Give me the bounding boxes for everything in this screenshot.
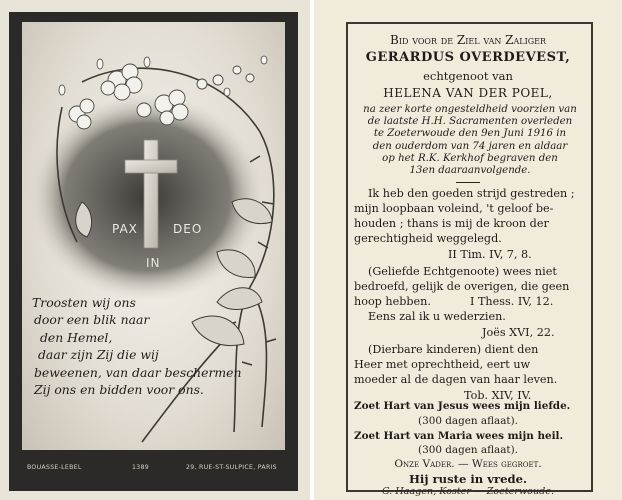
divider — [456, 182, 480, 183]
verse-line: door een blik naar — [34, 312, 150, 328]
deceased-name: GERARDUS OVERDEVEST, — [365, 50, 571, 65]
notice-line: na zeer korte ongesteldheid voorzien van — [363, 104, 577, 115]
scripture-ref: I Thess. IV, 12. — [470, 295, 554, 308]
verse-line: den Hemel, — [40, 329, 113, 345]
verse-text: (Geliefde Echtgenoote) wees niet — [368, 265, 557, 278]
cross-text-pax: PAX — [112, 222, 138, 236]
notice-line: op het R.K. Kerkhof begraven den — [382, 152, 558, 164]
scripture-verse-2 — [354, 264, 586, 324]
printer-credit: G. Haagen, Koster — Zoeterwoude. — [381, 486, 555, 497]
notice-line: de laatste H.H. Sacramenten overleden — [367, 116, 573, 128]
verse-text — [354, 294, 586, 309]
verse-text: mijn loopbaan voleind, 't geloof be- — [354, 202, 554, 215]
memorial-card-front — [0, 0, 310, 500]
card-number: 1389 — [132, 464, 149, 471]
verse-line: daar zijn Zij die wij — [38, 347, 159, 363]
verse-text: Eens zal ik u wederzien. — [368, 310, 506, 323]
indulgence-note: (300 dagen aflaat). — [418, 444, 518, 456]
verse-line: Troosten wij ons — [32, 295, 136, 310]
verse-text: Ik heb den goeden strijd gestreden ; — [368, 187, 575, 200]
cross-text-deo: DEO — [173, 222, 203, 236]
notice-line: te Zoeterwoude den 9en Juni 1916 in — [373, 128, 567, 140]
scripture-verse-1 — [354, 186, 586, 246]
relation-text: echtgenoot van — [423, 69, 513, 83]
closing-prayers: Onze Vader. — Wees gegroet. — [394, 458, 542, 470]
scripture-ref: II Tim. IV, 7, 8. — [448, 248, 532, 261]
consolation-verse — [32, 294, 282, 398]
notice-line: 13en daaraanvolgende. — [409, 165, 531, 177]
verse-line: Zij ons en bidden voor ons. — [34, 382, 204, 398]
flower-buds — [59, 56, 267, 96]
publisher-name: BOUASSE-LEBEL — [27, 464, 82, 471]
verse-text: gerechtigheid weggelegd. — [354, 232, 502, 245]
verse-text: (Dierbare kinderen) dient den — [368, 343, 539, 356]
scripture-ref: Joës XVI, 22. — [482, 326, 555, 339]
verse-text: moeder al de dagen van haar leven. — [354, 373, 558, 386]
verse-text: bedroefd, gelijk de overigen, die geen — [354, 280, 570, 293]
memorial-card-back — [314, 0, 622, 500]
verse-text: Heer met oprechtheid, eert uw — [354, 358, 531, 371]
cross-text-in: IN — [146, 256, 161, 270]
illustration-panel — [22, 22, 285, 450]
verse-text: houden ; thans is mij de kroon der — [354, 217, 549, 230]
spouse-name: HELENA VAN DER POEL, — [383, 86, 553, 100]
header-line: Bid voor de Ziel van Zaliger — [390, 33, 546, 47]
publisher-footer — [22, 464, 285, 478]
prayer-sacred-heart-mary: Zoet Hart van Maria wees mijn heil. — [354, 430, 564, 442]
indulgence-note: (300 dagen aflaat). — [418, 415, 518, 427]
rest-in-peace: Hij ruste in vrede. — [408, 472, 528, 486]
death-notice — [354, 104, 586, 177]
publisher-address: 29, RUE-ST-SULPICE, PARIS — [186, 464, 277, 471]
notice-line: den ouderdom van 74 jaren en aldaar — [372, 140, 568, 152]
verse-text-part: hoop hebben. — [354, 295, 431, 308]
scripture-verse-3 — [354, 342, 586, 387]
scripture-ref: Tob. XIV, IV. — [464, 389, 532, 402]
verse-line: beweenen, van daar beschermen — [34, 364, 242, 380]
prayer-sacred-heart-jesus: Zoet Hart van Jesus wees mijn liefde. — [354, 400, 571, 412]
